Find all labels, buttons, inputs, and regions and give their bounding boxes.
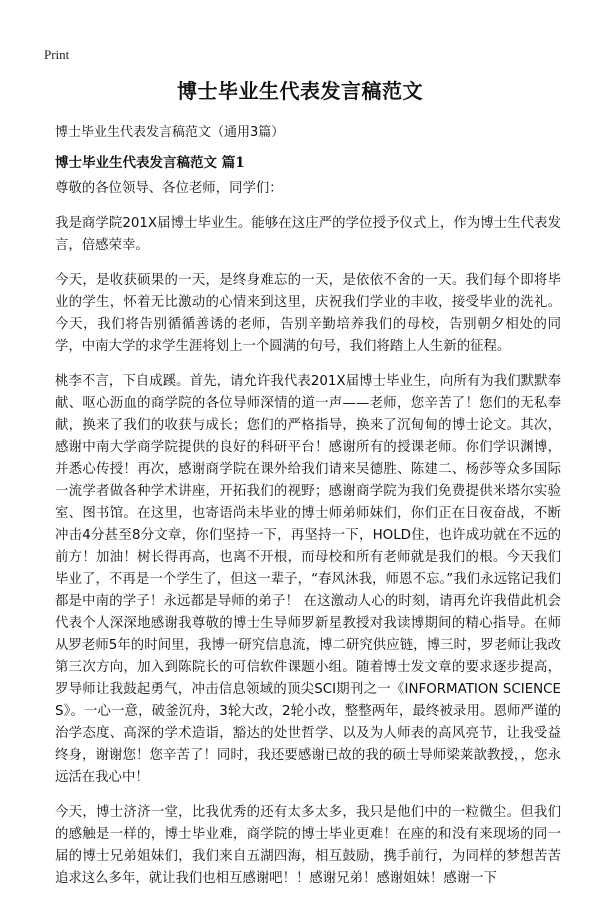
document-title: 博士毕业生代表发言稿范文 (177, 79, 423, 103)
print-link[interactable]: Print (44, 47, 70, 62)
paragraph-salutation: 尊敬的各位领导、各位老师，同学们： (55, 181, 283, 196)
paragraph-introduction: 我是商学院201X届博士毕业生。能够在这庄严的学位授予仪式上，作为博士生代表发言，倍感荣幸。 (55, 216, 561, 253)
section-heading: 博士毕业生代表发言稿范文 篇1 (55, 155, 245, 171)
paragraph-graduation-day: 今天，是收获硕果的一天，是终身难忘的一天，是依依不舍的一天。我们每个即将毕业的学生，怀着无比激动的心情来到这里，庆祝我们学业的丰收，接受毕业的洗礼。今天，我们将告别循循善诱的老师，告别辛勤培养我们的母校，告别朝夕相处的同学，中南大学的求学生涯将划上一个圆满的句号，我们将踏上人生新的征程。 (55, 273, 561, 354)
document-subtitle: 博士毕业生代表发言稿范文（通用3篇） (55, 125, 285, 140)
document-body (55, 178, 561, 903)
paragraph-gratitude: 桃李不言，下自成蹊。首先，请允许我代表201X届博士毕业生，向所有为我们默默奉献、呕心沥血的商学院的各位导师深情的道一声——老师，您辛苦了！您们的无私奉献，换来了我们的收获与成长；您们的严格指导，换来了沉甸甸的博士论文。其次，感谢中南大学商学院提供的良好的科研平台！感谢所有的授课老师。你们学识渊博，并悉心传授！再次，感谢商学院在课外给我们请来吴德胜、陈建二、杨莎等众多国际一流学者做各种学术讲座，开拓我们的视野；感谢商学院为我们免费提供米塔尔实验室、图书馆。在这里，也寄语尚未毕业的博士师弟师妹们，你们正在日夜奋战，不断冲击4分甚至8分文章，你们坚持一下，再坚持一下，HOLD住，也许成功就在不远的前方！加油！树长得再高，也离不开根，而母校和所有老师就是我们的根。今天我们毕业了，不再是一个学生了，但这一辈子，“春风沐我，师恩不忘。”我们永远铭记我们都是中南的学子！永远都是导师的弟子！ 在这激动人心的时刻，请再允许我借此机会代表个人深深地感谢我尊敬的博士生导师罗新星教授对我读博期间的精心指导。在师从罗老师5年的时间里，我博一研究信息流，博二研究供应链，博三时，罗老师让我改第三次方向，加入到陈院长的可信软件课题小组。随着博士发文章的要求逐步提高，罗导师让我鼓起勇气，冲击信息领域的顶尖SCI期刊之一《INFORMATION SCIENCES》。一心一意，破釜沉舟，3轮大改，2轮小改，整整两年，最终被录用。恩师严谨的治学态度、高深的学术造诣，豁达的处世哲学、以及为人师表的高风亮节，让我受益终身，谢谢您！您辛苦了！同时，我还要感谢已故的我的硕士导师梁莱歆教授，，您永远活在我心中！ (55, 374, 561, 785)
paragraph-classmates: 今天，博士济济一堂，比我优秀的还有太多太多，我只是他们中的一粒微尘。但我们的感触是一样的，博士毕业难，商学院的博士毕业更难！在座的和没有来现场的同一届的博士兄弟姐妹们，我们来自五湖四海，相互鼓励，携手前行，为同样的梦想苦苦追求这么多年，就让我们也相互感谢吧！！感谢兄弟！感谢姐妹！感谢一下 (55, 805, 561, 886)
